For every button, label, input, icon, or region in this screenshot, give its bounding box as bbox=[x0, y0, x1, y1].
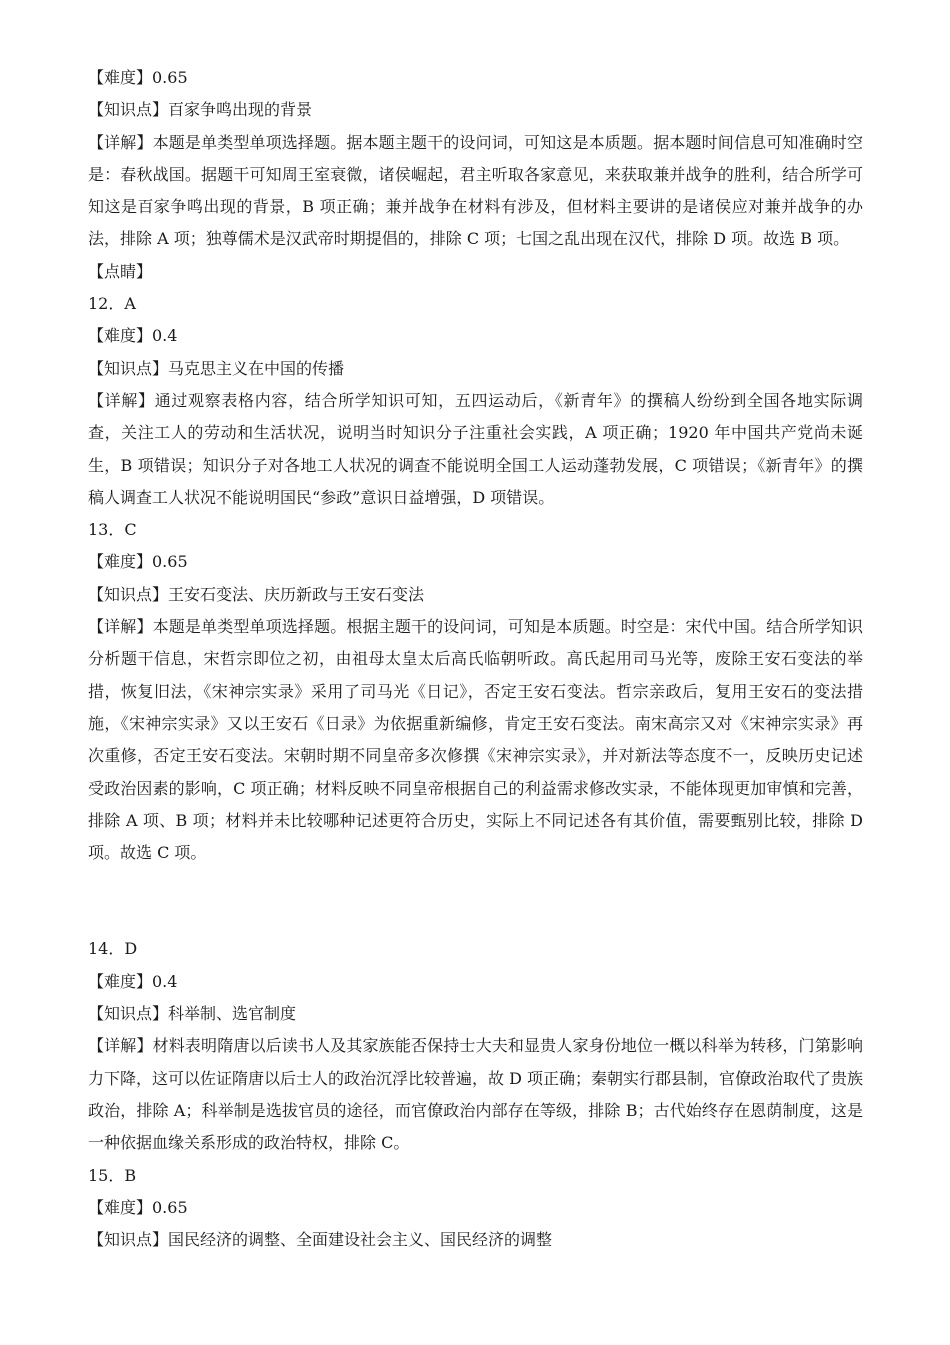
q15-knowledge-point: 【知识点】国民经济的调整、全面建设社会主义、国民经济的调整 bbox=[88, 1230, 553, 1250]
section-gap bbox=[88, 869, 863, 933]
q15-difficulty: 【难度】0.65 bbox=[88, 1197, 188, 1217]
q11-difficulty: 【难度】0.65 bbox=[88, 68, 188, 87]
q11-knowledge-point: 【知识点】百家争鸣出现的背景 bbox=[88, 100, 313, 120]
q15-answer: 15．B bbox=[88, 1165, 137, 1185]
q13-knowledge-point: 【知识点】王安石变法、庆历新政与王安石变法 bbox=[88, 584, 425, 604]
q12-answer: 12．A bbox=[88, 294, 136, 314]
q11-detail: 【详解】本题是单类型单项选择题。据本题主题干的设问词，可知这是本质题。据本题时间信息可知准确时空是：春秋战国。据题干可知周王室衰微，诸侯崛起，君主听取各家意见，来获取兼并战争的胜利，结合所学可知这是百家争鸣出现的背景，B 项正确；兼并战争在材料有涉及，但材料主要讲的是诸侯应对兼并战争的办法，排除 A 项；独尊儒术是汉武帝时期提倡的，排除 C 项；七国之乱出现在汉代，排除 D 项。故选 B 项。 bbox=[88, 132, 863, 249]
q13-difficulty: 【难度】0.65 bbox=[88, 552, 188, 572]
q12-detail: 【详解】通过观察表格内容，结合所学知识可知，五四运动后，《新青年》的撰稿人纷纷到全国各地实际调查，关注工人的劳动和生活状况，说明当时知识分子注重社会实践，A 项正确；1920 年中国共产党尚未诞生，B 项错误；知识分子对各地工人状况的调查不能说明全国工人运动蓬勃发展，C 项错误；《新青年》的撰稿人调查工人状况不能说明国民“参政”意识日益增强，D 项错误。 bbox=[88, 390, 863, 507]
q14-answer: 14．D bbox=[88, 939, 138, 959]
q14-difficulty: 【难度】0.4 bbox=[88, 971, 178, 991]
q12-difficulty: 【难度】0.4 bbox=[88, 326, 178, 346]
q14-knowledge-point: 【知识点】科举制、选官制度 bbox=[88, 1004, 297, 1024]
q14-detail: 【详解】材料表明隋唐以后读书人及其家族能否保持士大夫和显贵人家身份地位一概以科举为转移，门第影响力下降，这可以佐证隋唐以后士人的政治沉浮比较普遍，故 D 项正确；秦朝实行郡县制，官僚政治取代了贵族政治，排除 A；科举制是选拔官员的途径，而官僚政治内部存在等级，排除 B；古代始终存在恩荫制度，这是一种依据血缘关系形成的政治特权，排除 C。 bbox=[88, 1036, 864, 1153]
q11-tip: 【点睛】 bbox=[88, 261, 153, 281]
q13-answer: 13．C bbox=[88, 520, 137, 540]
q12-knowledge-point: 【知识点】马克思主义在中国的传播 bbox=[88, 358, 345, 378]
answer-analysis-page bbox=[88, 62, 863, 1256]
q13-detail: 【详解】本题是单类型单项选择题。根据主题干的设问词，可知是本质题。时空是：宋代中国。结合所学知识分析题干信息，宋哲宗即位之初，由祖母太皇太后高氏临朝听政。高氏起用司马光等，废除王安石变法的举措，恢复旧法，《宋神宗实录》采用了司马光《日记》，否定王安石变法。哲宗亲政后，复用王安石的变法措施，《宋神宗实录》又以王安石《日录》为依据重新编修，肯定王安石变法。南宋高宗又对《宋神宗实录》再次重修，否定王安石变法。宋朝时期不同皇帝多次修撰《宋神宗实录》，并对新法等态度不一，反映历史记述受政治因素的影响，C 项正确；材料反映不同皇帝根据自己的利益需求修改实录，不能体现更加审慎和完善，排除 A 项、B 项；材料并未比较哪种记述更符合历史，实际上不同记述各有其价值，需要甄别比较，排除 D 项。故选 C 项。 bbox=[88, 617, 863, 863]
